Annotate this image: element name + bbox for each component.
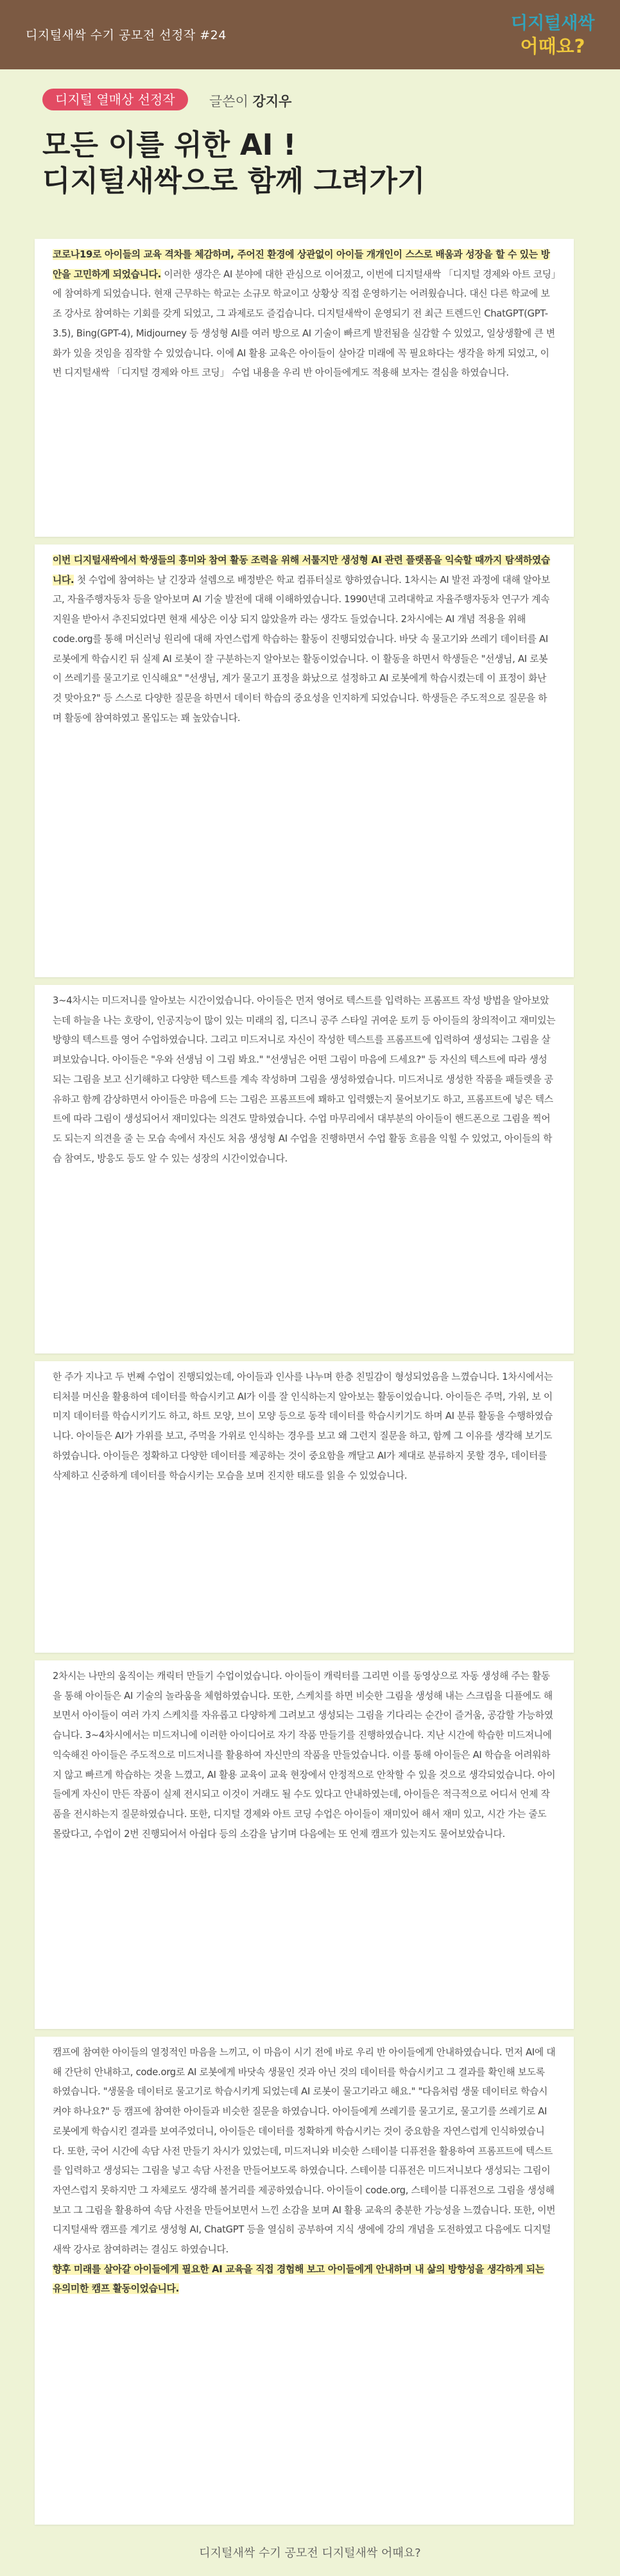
author-prefix: 글쓴이 <box>209 94 248 109</box>
essay-card-4 <box>35 1361 574 1653</box>
highlight-text: 향후 미래를 살아갈 아이들에게 필요한 AI 교육을 직접 경험해 보고 아이들에게 안내하며 내 삶의 방향성을 생각하게 되는 유의미한 캠프 활동이었습니다. <box>53 2263 544 2295</box>
logo-text-line2: 어때요? <box>520 35 585 57</box>
author-line <box>209 91 291 110</box>
body-text: 2차시는 나만의 움직이는 캐릭터 만들기 수업이었습니다. 아이들이 캐릭터를 그리면 이를 동영상으로 자동 생성해 주는 활동을 통해 아이들은 AI 기술의 놀라움을 체험하였습니다. 또한, 스케치를 하면 비슷한 그림을 생성해 내는 스크립을 디플에도 해보면서 아이들이 여러 가지 스케치를 자유롭고 다양하게 그려보고 생성되는 그림을 기다리는 순간이 즐거움, 공감할 가능하였습니다. 3~4차시에서는 미드저니에 이러한 아이디어로 자기 작품 만들기를 진행하였습니다. 지난 시간에 학습한 미드저니에 익숙해진 아이들은 주도적으로 미드저니를 활용하여 자신만의 작품을 만들었습니다. 이를 통해 아이들은 AI 학습을 어려워하지 않고 빠르게 학습하는 것을 느꼈고, AI 활용 교육이 교육 현장에서 안정적으로 안착할 수 있을 것으로 생각되었습니다. 아이들에게 자신이 만든 작품이 실제 전시되고 이것이 거래도 될 수도 있다고 안내하였는데, 아이들은 적극적으로 어디서 언제 작품을 전시하는지 질문하였습니다. 또한, 디지털 경제와 아트 코딩 수업은 아이들이 재미있어 해서 재미 있고, 시간 가는 줄도 몰랐다고, 수업이 2번 진행되어서 아쉽다 등의 소감을 남기며 다음에는 또 언제 캠프가 있는지도 물어보았습니다. <box>53 1671 556 1840</box>
highlight-text: 이번 디지털새싹에서 학생들의 흥미와 참여 활동 조력을 위해 서툴지만 생성형 AI 관련 플랫폼을 익숙할 때까지 탐색하였습니다. <box>53 555 550 586</box>
essay-paragraph <box>35 1660 574 1852</box>
body-text: 캠프에 참여한 아이들의 열정적인 마음을 느끼고, 이 마음이 시기 전에 바로 우리 반 아이들에게 안내하였습니다. 먼저 AI에 대해 간단히 안내하고, code.org로 AI 로봇에게 바닷속 생물인 것과 아닌 것의 데이터를 학습시키고 그 결과를 확인해 보도록 하였습니다. "생물을 데이터로 물고기로 학습시키게 되었는데 AI 로봇이 물고기라고 해요." "다음처럼 생물 데이터로 학습시켜야 하나요?" 등 캠프에 참여한 아이들과 비슷한 질문을 하였습니다. 아이들에게 쓰레기를 물고기로, 물고기를 쓰레기로 AI 로봇에게 학습시킨 결과를 보여주었더니, 아이들은 데이터를 정확하게 학습시키는 것이 중요함을 자연스럽게 인식하였습니다. 또한, 국어 시간에 속담 사전 만들기 차시가 있었는데, 미드저니와 비슷한 스테이블 디퓨전을 활용하여 프롬프트에 텍스트를 입력하고 생성되는 그림을 넣고 속담 사전을 만들어보도록 하였습니다. 스테이블 디퓨전은 미드저니보다 생성되는 그림이 자연스럽지 못하지만 그 자체로도 생각해 볼거리를 제공하였습니다. 아이들이 code.org, 스테이블 디퓨전으로 그림을 생성해 보고 그 그림을 활용하여 속담 사전을 만들어보면서 느낀 소감을 보며 AI 활용 교육의 충분한 가능성을 느꼈습니다. 또한, 이번 디지털새싹 캠프를 계기로 생성형 AI, ChatGPT 등을 열심히 공부하여 지식 생에에 강의 개념을 도전하였고 다음에도 디지털새싹 강사로 참여하려는 결심도 하였습니다. <box>53 2047 556 2256</box>
body-text: 이러한 생각은 AI 분야에 대한 관심으로 이어졌고, 이번에 디지털새싹 「디지털 경제와 아트 코딩」에 참여하게 되었습니다. 현재 근무하는 학교는 소규모 학교이고 상황상 직접 운영하기는 어려웠습니다. 대신 다른 학교에 보조 강사로 참여하는 기회를 갖게 되었고, 그 과제로도 즐겁습니다. 디지털새싹이 운영되기 전 최근 트렌드인 ChatGPT(GPT-3.5), Bing(GPT-4), Midjourney 등 생성형 AI를 여러 방으로 AI 기술이 빠르게 발전됨을 실감할 수 있었고, 일상생활에 큰 변화가 있을 것임을 짐작할 수 있었습니다. 이에 AI 활용 교육은 아이들이 살아갈 미래에 꼭 필요하다는 생각을 하게 되었고, 이번 디지털새싹 「디지털 경제와 아트 코딩」 수업 내용을 우리 반 아이들에게도 적용해 보자는 결심을 하였습니다. <box>53 268 556 379</box>
body-text: 첫 수업에 참여하는 날 긴장과 설렘으로 배정받은 학교 컴퓨터실로 향하였습니다. 1차시는 AI 발전 과정에 대해 알아보고, 자율주행자동차 등을 알아보며 AI 기술 발전에 대해 이해하였습니다. 1990년대 고려대학교 자율주행자동차 연구가 계속 지원을 받아서 추진되었다면 현재 세상은 이상 되지 않았을까 라는 생각도 들었습니다. 2차시에는 AI 개념 적용을 위해 code.org를 통해 머신러닝 원리에 대해 자연스럽게 학습하는 활동이 진행되었습니다. 바닷 속 물고기와 쓰레기 데이터를 AI 로봇에게 학습시킨 뒤 실제 AI 로봇이 잘 구분하는지 알아보는 활동이었습니다. 이 활동을 하면서 학생들은 "선생님, AI 로봇이 쓰레기를 물고기로 인식해요" "선생님, 계가 물고기 표정을 화났으로 설정하고 AI 로봇에게 학습시켰는데 이 표정이 화난 것 맞아요?" 등 스스로 다양한 질문을 하면서 데이터 학습의 중요성을 인지하게 되었습니다. 학생들은 주도적으로 질문을 하며 활동에 참여하였고 몰입도는 꽤 높았습니다. <box>53 574 550 724</box>
essay-card-2 <box>35 544 574 977</box>
author-name: 강지우 <box>252 94 292 109</box>
logo-text-line1: 디지털새싹 <box>511 13 595 33</box>
essay-paragraph <box>35 239 574 391</box>
essay-paragraph <box>35 544 574 736</box>
essay-card-1 <box>35 239 574 537</box>
essay-paragraph <box>35 985 574 1176</box>
page-footer: 디지털새싹 수기 공모전 디지털새싹 어때요? <box>0 2531 620 2576</box>
body-text: 한 주가 지나고 두 번째 수업이 진행되었는데, 아이들과 인사를 나누며 한층 친밀감이 형성되었음을 느꼈습니다. 1차시에서는 티처블 머신을 활용하여 데이터를 학습시키고 AI가 이를 잘 인식하는지 알아보는 활동이었습니다. 아이들은 주먹, 가위, 보 이미지 데이터를 학습시키기도 하고, 하트 모양, 브이 모양 등으로 동작 데이터를 학습시키기도 하며 AI 분류 활동을 수행하였습니다. 아이들은 AI가 가위를 보고, 주먹을 가위로 인식하는 경우를 보고 왜 그런지 질문을 하고, 함께 그 이유를 생각해 보기도 하였습니다. 아이들은 정확하고 다양한 데이터를 제공하는 것이 중요함을 깨달고 AI가 제대로 분류하지 못할 경우, 데이터를 삭제하고 신중하게 데이터를 학습시키는 모습을 보며 진지한 태도를 읽을 수 있었습니다. <box>53 1371 553 1481</box>
essay-card-6 <box>35 2037 574 2525</box>
digital-sprout-logo <box>511 13 594 77</box>
series-title: 디지털새싹 수기 공모전 선정작 #24 <box>26 28 227 42</box>
body-text: 3~4차시는 미드저니를 알아보는 시간이었습니다. 아이들은 먼저 영어로 텍스트를 입력하는 프롬프트 작성 방법을 알아보았는데 하늘을 나는 호랑이, 인공지능이 많이 있는 미래의 집, 디즈니 공주 스타일 귀여운 토끼 등 아이들의 창의적이고 재미있는 방향의 텍스트를 영어 수업하였습니다. 그리고 미드저니로 자신이 작성한 텍스트를 프롬프트에 입력하여 생성되는 그림을 살펴보았습니다. 아이들은 "우와 선생님 이 그림 봐요." "선생님은 어떤 그림이 마음에 드세요?" 등 자신의 텍스트에 따라 생성되는 그림을 보고 신기해하고 다양한 텍스트를 계속 작성하며 그림을 생성하였습니다. 미드저니로 생성한 작품을 패들렛을 공유하고 함께 감상하면서 아이들은 마음에 드는 그림은 프롬프트에 꽤하고 입력했는지 물어보기도 하고, 프롬프트에 넣은 텍스트에 따라 그림이 생성되어서 재미있다는 의견도 말하였습니다. 수업 마무리에서 대부분의 아이들이 핸드폰으로 그림을 찍어도 되는지 의견을 줄 는 모습 속에서 자신도 처음 생성형 AI 수업을 진행하면서 수업 활동 흐름을 익힐 수 있었고, 아이들의 학습 참여도, 방응도 등도 알 수 있는 성장의 시간이었습니다. <box>53 995 556 1164</box>
title-line-2: 디지털새싹으로 함께 그려가기 <box>42 164 426 198</box>
highlight-text: 코로나19로 아이들의 교육 격차를 체감하며, 주어진 환경에 상관없이 아이들 개개인이 스스로 배움과 성장을 할 수 있는 방안을 고민하게 되었습니다. <box>53 249 550 280</box>
award-badge: 디지털 열매상 선정작 <box>42 89 188 110</box>
title-line-1: 모든 이를 위한 AI ! <box>42 128 297 162</box>
top-banner <box>0 0 620 69</box>
essay-paragraph <box>35 1361 574 1493</box>
essay-card-5 <box>35 1660 574 2029</box>
essay-card-3 <box>35 985 574 1353</box>
page-title <box>42 127 594 199</box>
essay-paragraph <box>35 2037 574 2307</box>
